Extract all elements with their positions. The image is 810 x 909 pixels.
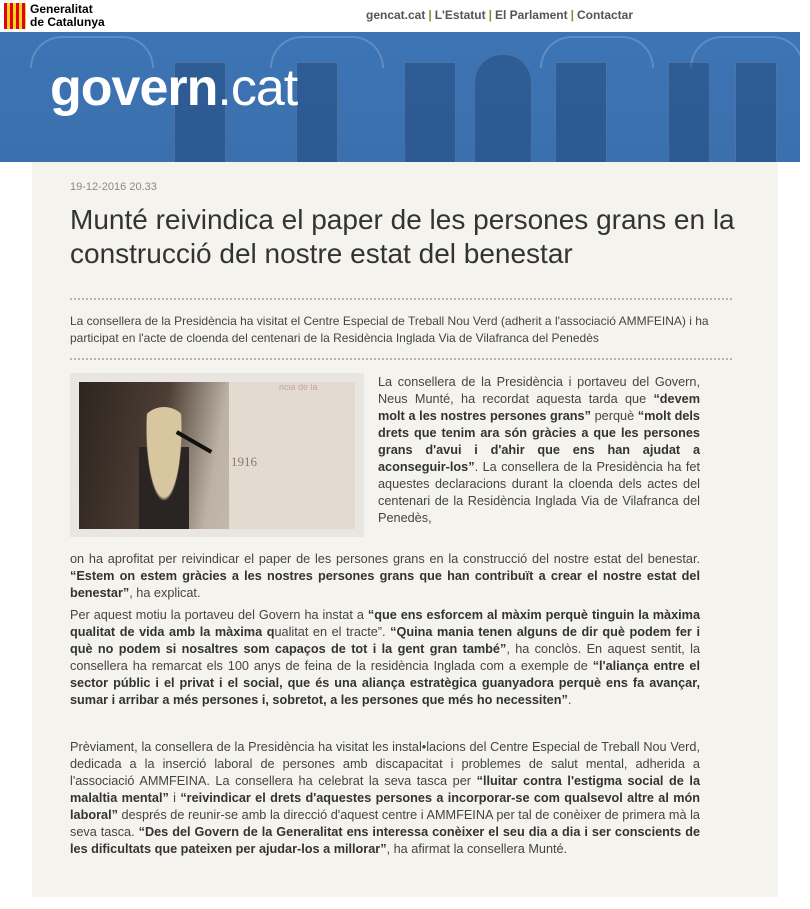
site-title[interactable]: [50, 58, 297, 118]
photo-image: [79, 382, 355, 529]
paragraph-1-end: [70, 551, 700, 602]
generalitat-logo[interactable]: [4, 3, 105, 29]
logo-line2: de Catalunya: [30, 15, 105, 29]
link-gencat[interactable]: gencat.cat: [366, 8, 426, 22]
body-text: .: [567, 693, 572, 707]
quote-text: “que ens esforcem al màxim perquè tinguin la màxima qualitat de vida amb la màxima q: [70, 608, 700, 639]
senyera-icon: [4, 3, 26, 29]
body-text: Prèviament, la consellera de la Presidència ha visitat les instal•lacions del Centre Especial de Treball Nou Verd, dedicada a la inserció laboral de persones amb discapacitat i problemes de salut mental, adherida a l'associació AMMFEINA. La consellera ha celebrat la seva tasca per: [70, 740, 700, 788]
divider: [70, 298, 732, 300]
banner-window: [735, 62, 777, 162]
site-title-rest: .cat: [217, 59, 298, 117]
article-date: 19-12-2016 20.33: [70, 181, 157, 193]
body-text: Per aquest motiu la portaveu del Govern ha instat a: [70, 608, 368, 622]
paragraph-1: [378, 374, 700, 527]
body-text: on ha aprofitat per reivindicar el paper de les persones grans en la construcció del nostre estat del benestar.: [70, 552, 700, 566]
link-parlament[interactable]: El Parlament: [494, 8, 568, 22]
quote-text: “Des del Govern de la Generalitat ens interessa conèixer el seu dia a dia i ser conscients de les dificultats que pateixen per ajudar-los a millorar”: [70, 825, 700, 856]
link-separator: |: [570, 8, 574, 22]
link-separator: |: [428, 8, 432, 22]
top-bar: [0, 0, 810, 32]
banner-window: [555, 62, 607, 162]
link-contactar[interactable]: Contactar: [577, 8, 634, 22]
body-text: , ha afirmat la consellera Munté.: [386, 842, 568, 856]
body-text: després de reunir-se amb la direcció d'aquest centre i AMMFEINA per tal de conèixer de primera mà la seva tasca.: [70, 808, 700, 839]
photo-banner-text: ncia de la: [279, 382, 318, 392]
site-title-strong: govern: [50, 59, 218, 117]
body-text: i: [168, 791, 181, 805]
quote-text: “molt dels drets que tenim ara són gràcies a que les persones grans d'avui i d'ahir que ens han ajudat a aconseguir-los”: [378, 409, 700, 474]
quote-text: “Quina mania tenen alguns de dir què podem fer i què no podem si nosaltres som capaços de tot i la gent gran també”: [70, 625, 700, 656]
banner-window: [404, 62, 456, 162]
photo-year-sign: 1916: [231, 454, 257, 469]
body-text: ualitat en el tracte”.: [274, 625, 391, 639]
logo-line1: Generalitat: [30, 2, 93, 16]
paragraph-2: [70, 607, 700, 709]
quote-text: “lluitar contra l'estigma social de la malaltia mental”: [70, 774, 700, 805]
link-separator: |: [488, 8, 492, 22]
top-links: [366, 8, 633, 22]
quote-text: “reivindicar el drets d'aquestes persones a incorporar-se com qualsevol altre al món laboral”: [70, 791, 700, 822]
body-text: . La consellera de la Presidència ha fet aquestes declaracions durant la cloenda dels actes del centenari de la Residència Inglada Via de Vilafranca del Penedès,: [378, 460, 700, 525]
quote-text: “devem molt a les nostres persones grans”: [378, 392, 700, 423]
header-banner: [0, 32, 800, 162]
article-title: Munté reivindica el paper de les persones grans en la construcció del nostre estat del benestar: [70, 204, 735, 269]
quote-text: “l'aliança entre el sector públic i el privat i el social, que és una aliança estratègica guanyadora perquè ens fa avançar, sumar i arribar a més persones i, sobretot, a les persones que més ho necessiten”: [70, 659, 700, 707]
logo-text: [30, 3, 105, 29]
link-estatut[interactable]: L'Estatut: [434, 8, 486, 22]
speaker-figure: [139, 407, 189, 529]
article-lead: La consellera de la Presidència ha visitat el Centre Especial de Treball Nou Verd (adherit a l'associació AMMFEINA) i ha participat en l'acte de cloenda del centenari de la Residència Inglada Via de Vilafranca del Penedès: [70, 314, 709, 345]
banner-window: [296, 62, 338, 162]
body-text: La consellera de la Presidència i portaveu del Govern, Neus Munté, ha recordat aquesta tarda que: [378, 375, 700, 406]
paragraph-3: [70, 739, 700, 858]
article-photo: [70, 373, 364, 537]
body-text: perquè: [590, 409, 638, 423]
divider: [70, 358, 732, 360]
body-text: , ha conclòs. En aquest sentit, la consellera ha remarcat els 100 anys de feina de la residència Inglada com a exemple de: [70, 642, 700, 673]
banner-window: [668, 62, 710, 162]
body-text: , ha explicat.: [129, 586, 201, 600]
banner-window: [474, 54, 532, 162]
quote-text: “Estem on estem gràcies a les nostres persones grans que han contribuït a crear el nostre estat del benestar”: [70, 569, 700, 600]
